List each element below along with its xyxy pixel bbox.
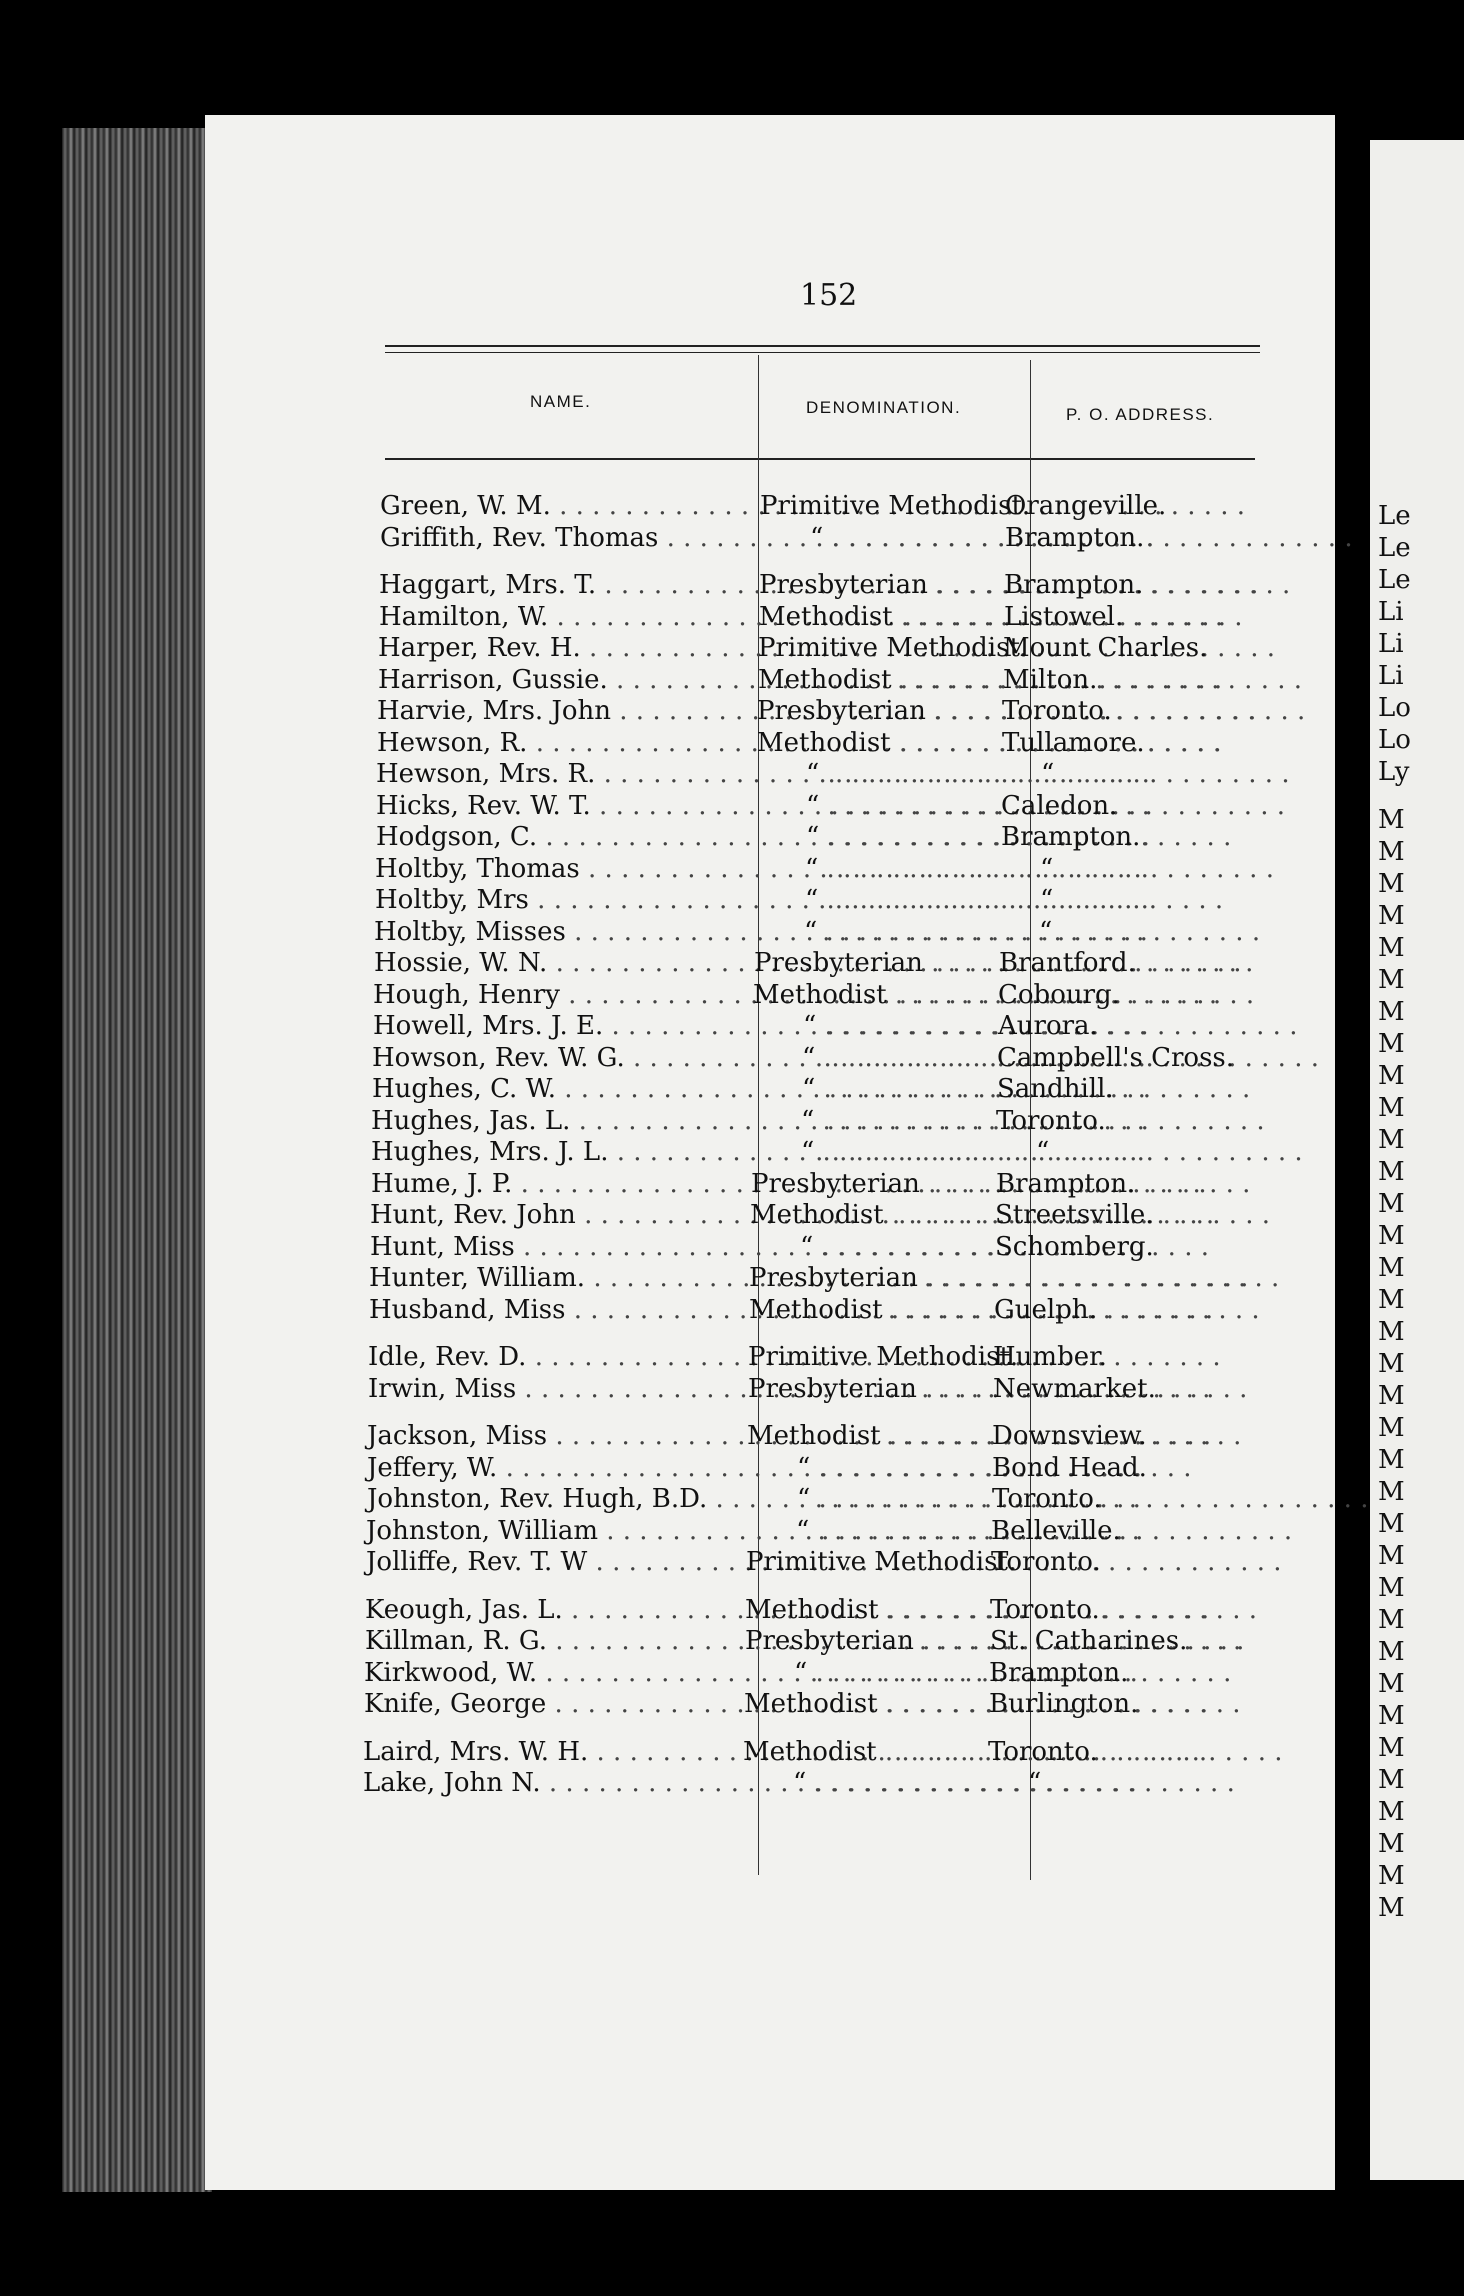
list-item	[189, 1657, 1289, 1689]
facing-page-letter: M	[1378, 1349, 1405, 1379]
rule-top-1	[385, 345, 1260, 347]
facing-page-fragment	[1370, 140, 1464, 2180]
entry-address: Cobourg.	[998, 979, 1120, 1010]
entry-denomination: Primitive Methodist.	[760, 491, 1031, 521]
entry-address: Guelph.	[994, 1294, 1097, 1325]
entry-name: Holtby, Mrs . . .	[375, 884, 745, 916]
entry-denomination: “ . . .	[750, 1231, 990, 1263]
entry-address: Brantford.	[999, 948, 1136, 978]
entry-address: Milton.	[1003, 664, 1098, 695]
list-item	[199, 947, 1299, 979]
list-item	[193, 1373, 1293, 1405]
entry-denomination: Methodist . . .	[743, 1736, 983, 1768]
facing-page-letter: M	[1378, 997, 1405, 1027]
entry-address: Newmarket.	[993, 1373, 1156, 1404]
facing-page-letter: M	[1378, 1701, 1405, 1731]
facing-page-letter: M	[1378, 1285, 1405, 1315]
entry-address: Campbell's Cross.	[997, 1042, 1235, 1073]
entry-denomination: Presbyterian . . .	[749, 1262, 989, 1294]
entry-denomination: “ . . .	[746, 1515, 986, 1547]
entry-name: Hicks, Rev. W. T. . . .	[376, 790, 746, 822]
header-denomination: DENOMINATION.	[806, 398, 962, 417]
entry-denomination: “ . . .	[755, 884, 995, 916]
facing-page-letter: M	[1378, 1029, 1405, 1059]
rule-header-bottom	[385, 458, 1255, 460]
entry-denomination: “ . . .	[756, 758, 996, 790]
list-item	[204, 569, 1304, 601]
list-item	[197, 1073, 1297, 1105]
facing-page-letter: M	[1378, 965, 1405, 995]
entry-name: Hume, J. P. . . .	[371, 1168, 741, 1200]
list-item	[198, 1010, 1298, 1042]
list-item	[193, 1341, 1293, 1373]
entry-address: Toronto.	[992, 1484, 1102, 1514]
list-item	[192, 1452, 1292, 1484]
facing-page-letter: Le	[1378, 501, 1411, 531]
facing-page-letter: Li	[1378, 661, 1404, 691]
facing-page-letter: M	[1378, 1317, 1405, 1347]
entry-denomination: “ . . .	[760, 522, 1000, 554]
entry-name: Keough, Jas. L. . . .	[365, 1594, 735, 1626]
list-item	[195, 1199, 1295, 1231]
entry-denomination: Presbyterian . . .	[754, 947, 994, 979]
entry-denomination: “ . . .	[747, 1483, 987, 1515]
list-item	[197, 1042, 1297, 1074]
entry-name: Hunt, Rev. John . . .	[370, 1199, 740, 1231]
entry-denomination: Primitive Methodist.	[748, 1342, 1019, 1372]
entry-address: Aurora.	[998, 1011, 1098, 1041]
entry-name: Jolliffe, Rev. T. W . . .	[366, 1546, 736, 1578]
entry-name: Lake, John N. . . .	[363, 1767, 733, 1799]
entry-name: Harvie, Mrs. John . . .	[377, 695, 747, 727]
entry-address: Schomberg.	[995, 1231, 1154, 1262]
list-item	[196, 1168, 1296, 1200]
entry-address: Caledon.	[1001, 790, 1118, 821]
list-item	[202, 727, 1302, 759]
entry-name: Hossie, W. N. . . .	[374, 947, 744, 979]
facing-page-letter: M	[1378, 1189, 1405, 1219]
entry-denomination: “ . . .	[751, 1136, 991, 1168]
entry-name: Hodgson, C. . . .	[376, 821, 746, 853]
entry-address: Mount Charles.	[1003, 633, 1208, 663]
list-item	[205, 490, 1305, 522]
list-item	[204, 601, 1304, 633]
entry-address: “	[1028, 1768, 1042, 1798]
facing-page-letter: M	[1378, 1669, 1405, 1699]
entry-name: Green, W. M. . . .	[380, 490, 750, 522]
entry-name: Hughes, Jas. L. . . .	[371, 1105, 741, 1137]
entry-address: Orangeville.	[1005, 491, 1167, 521]
entry-name: Idle, Rev. D. . . .	[368, 1341, 738, 1373]
entry-name: Hewson, Mrs. R. . . .	[376, 758, 746, 790]
entry-address: Bond Head.	[992, 1452, 1147, 1483]
entry-denomination: Methodist . . .	[744, 1688, 984, 1720]
entry-name: Holtby, Thomas . . .	[375, 853, 745, 885]
entry-denomination: Primitive Methodist.	[758, 633, 1029, 663]
list-item	[196, 1105, 1296, 1137]
entry-address: Toronto.	[988, 1736, 1098, 1767]
list-item	[191, 1515, 1291, 1547]
entry-address: Humber.	[993, 1342, 1107, 1372]
header-name: NAME.	[530, 392, 592, 411]
page-number-label: 152	[800, 278, 858, 313]
entry-name: Howson, Rev. W. G. . . .	[372, 1042, 742, 1074]
entry-denomination: Methodist . . .	[758, 664, 998, 696]
entry-denomination: “ . . .	[754, 916, 994, 948]
entry-address: Brampton.	[996, 1168, 1136, 1199]
facing-page-letter: M	[1378, 805, 1405, 835]
entry-address: Toronto.	[996, 1105, 1106, 1136]
facing-page-letter: M	[1378, 1061, 1405, 1091]
list-item	[201, 790, 1301, 822]
list-item	[194, 1294, 1294, 1326]
list-item	[203, 664, 1303, 696]
entry-denomination: Methodist . . .	[759, 601, 999, 633]
entry-denomination: “ . . .	[756, 821, 996, 853]
facing-page-letter: M	[1378, 837, 1405, 867]
list-item	[198, 979, 1298, 1011]
entry-address: Streetsville.	[995, 1200, 1154, 1230]
entry-name: Griffith, Rev. Thomas . . .	[380, 522, 750, 554]
entry-name: Jackson, Miss . . .	[367, 1420, 737, 1452]
entry-name: Hough, Henry . . .	[373, 979, 743, 1011]
entry-name: Hamilton, W. . . .	[379, 601, 749, 633]
facing-page-letter: M	[1378, 1413, 1405, 1443]
facing-page-letter: M	[1378, 1381, 1405, 1411]
facing-page-letter: Li	[1378, 597, 1404, 627]
entry-name: Husband, Miss . . .	[369, 1294, 739, 1326]
facing-page-letter: M	[1378, 1797, 1405, 1827]
list-item	[190, 1625, 1290, 1657]
entry-name: Hunt, Miss . . .	[370, 1231, 740, 1263]
facing-page-letter: M	[1378, 1477, 1405, 1507]
entry-denomination: Primitive Methodist.	[746, 1547, 1017, 1577]
entry-name: Hughes, Mrs. J. L. . . .	[371, 1136, 741, 1168]
list-item	[205, 522, 1305, 554]
list-item	[192, 1483, 1292, 1515]
entry-name: Holtby, Misses . . .	[374, 916, 744, 948]
entry-address: “	[1040, 885, 1054, 915]
entry-denomination: “ . . .	[747, 1452, 987, 1484]
entry-denomination: “ . . .	[753, 1010, 993, 1042]
entry-name: Laird, Mrs. W. H. . . .	[363, 1736, 733, 1768]
facing-page-letter: M	[1378, 1541, 1405, 1571]
entry-address: Brampton.	[989, 1657, 1129, 1688]
entry-denomination: Presbyterian . . .	[757, 695, 997, 727]
entry-name: Jeffery, W. . . .	[367, 1452, 737, 1484]
entry-denomination: “ . . .	[743, 1767, 983, 1799]
entry-address: Tullamore.	[1002, 727, 1145, 758]
entry-denomination: Presbyterian . . .	[751, 1168, 991, 1200]
list-item	[201, 758, 1301, 790]
facing-page-letter: Le	[1378, 565, 1411, 595]
facing-page-letter: Lo	[1378, 725, 1411, 755]
entry-address: “	[1041, 759, 1055, 789]
facing-page-letter: M	[1378, 933, 1405, 963]
list-item	[199, 916, 1299, 948]
entry-name: Irwin, Miss . . .	[368, 1373, 738, 1405]
entry-denomination: Presbyterian . . .	[748, 1373, 988, 1405]
entry-denomination: “ . . .	[752, 1042, 992, 1074]
facing-page-letters	[1378, 500, 1411, 1924]
rule-top-2	[385, 352, 1260, 353]
facing-page-letter: M	[1378, 869, 1405, 899]
facing-page-letter: Ly	[1378, 757, 1410, 787]
facing-page-letter: M	[1378, 1637, 1405, 1667]
list-item	[188, 1736, 1288, 1768]
list-item	[203, 632, 1303, 664]
facing-page-letter: M	[1378, 1445, 1405, 1475]
list-item	[196, 1136, 1296, 1168]
entry-denomination: “ . . .	[752, 1073, 992, 1105]
facing-page-letter: M	[1378, 1861, 1405, 1891]
list-item	[192, 1420, 1292, 1452]
entry-address: Burlington.	[989, 1689, 1139, 1719]
entry-name: Harrison, Gussie. . . .	[378, 664, 748, 696]
entry-name: Johnston, William . . .	[366, 1515, 736, 1547]
entry-name: Hughes, C. W. . . .	[372, 1073, 742, 1105]
entry-address: Toronto.	[991, 1547, 1101, 1577]
entry-denomination: Methodist . . .	[750, 1199, 990, 1231]
list-item	[200, 884, 1300, 916]
entry-address: Listowel.	[1004, 601, 1124, 632]
entry-denomination: “ . . .	[744, 1657, 984, 1689]
facing-page-letter: M	[1378, 1605, 1405, 1635]
entry-name: Hewson, R. . . .	[377, 727, 747, 759]
entry-name: Johnston, Rev. Hugh, B.D. . . .	[367, 1483, 737, 1515]
entry-denomination: “ . . .	[756, 790, 996, 822]
facing-page-letter: Le	[1378, 533, 1411, 563]
list-item	[191, 1546, 1291, 1578]
entry-address: “	[1039, 916, 1053, 947]
facing-page-letter: M	[1378, 1765, 1405, 1795]
facing-page-letter: Li	[1378, 629, 1404, 659]
facing-page-letter: Lo	[1378, 693, 1411, 723]
entry-name: Kirkwood, W. . . .	[364, 1657, 734, 1689]
entry-address: Toronto.	[990, 1594, 1100, 1625]
entry-denomination: Methodist . . .	[747, 1420, 987, 1452]
entry-denomination: “ . . .	[751, 1105, 991, 1137]
entry-denomination: Methodist . . .	[757, 727, 997, 759]
entry-address: St. Catharines.	[990, 1626, 1188, 1656]
entry-name: Killman, R. G. . . .	[365, 1625, 735, 1657]
entry-denomination: Methodist . . .	[749, 1294, 989, 1326]
list-item	[195, 1231, 1295, 1263]
list-item	[202, 695, 1302, 727]
entry-address: Brampton.	[1005, 522, 1145, 553]
facing-page-letter: M	[1378, 1573, 1405, 1603]
facing-page-letter: M	[1378, 1093, 1405, 1123]
facing-page-letter: M	[1378, 1221, 1405, 1251]
list-item	[188, 1767, 1288, 1799]
list-item	[194, 1262, 1294, 1294]
entry-denomination: Presbyterian . . .	[759, 569, 999, 601]
facing-page-letter: M	[1378, 1509, 1405, 1539]
entry-name: Hunter, William. . . .	[369, 1262, 739, 1294]
entry-address: Brampton.	[1001, 822, 1141, 852]
entry-name: Howell, Mrs. J. E. . . .	[373, 1010, 743, 1042]
entry-denomination: Presbyterian . . .	[745, 1625, 985, 1657]
entry-address: Toronto.	[1002, 696, 1112, 726]
list-item	[190, 1594, 1290, 1626]
entry-name: Harper, Rev. H. . . .	[378, 632, 748, 664]
header-address: P. O. ADDRESS.	[1066, 405, 1215, 424]
entry-address: Sandhill.	[997, 1074, 1114, 1104]
entry-address: “	[1036, 1137, 1050, 1167]
facing-page-letter: M	[1378, 901, 1405, 931]
entry-address: “	[1040, 853, 1054, 884]
entry-address: Belleville.	[991, 1515, 1121, 1546]
facing-page-letter: M	[1378, 1829, 1405, 1859]
facing-page-letter: M	[1378, 1893, 1405, 1923]
list-item	[200, 853, 1300, 885]
entry-address: Downsview.	[992, 1421, 1147, 1451]
facing-page-letter: M	[1378, 1253, 1405, 1283]
facing-page-letter: M	[1378, 1125, 1405, 1155]
facing-page-letter: M	[1378, 1157, 1405, 1187]
entry-denomination: “ . . .	[755, 853, 995, 885]
facing-page-letter: M	[1378, 1733, 1405, 1763]
entry-name: Knife, George . . .	[364, 1688, 734, 1720]
entry-name: Haggart, Mrs. T. . . .	[379, 569, 749, 601]
entry-denomination: Methodist . . .	[753, 979, 993, 1011]
list-item	[189, 1688, 1289, 1720]
list-item	[201, 821, 1301, 853]
entry-address: Brampton.	[1004, 570, 1144, 600]
entry-denomination: Methodist . . .	[745, 1594, 985, 1626]
